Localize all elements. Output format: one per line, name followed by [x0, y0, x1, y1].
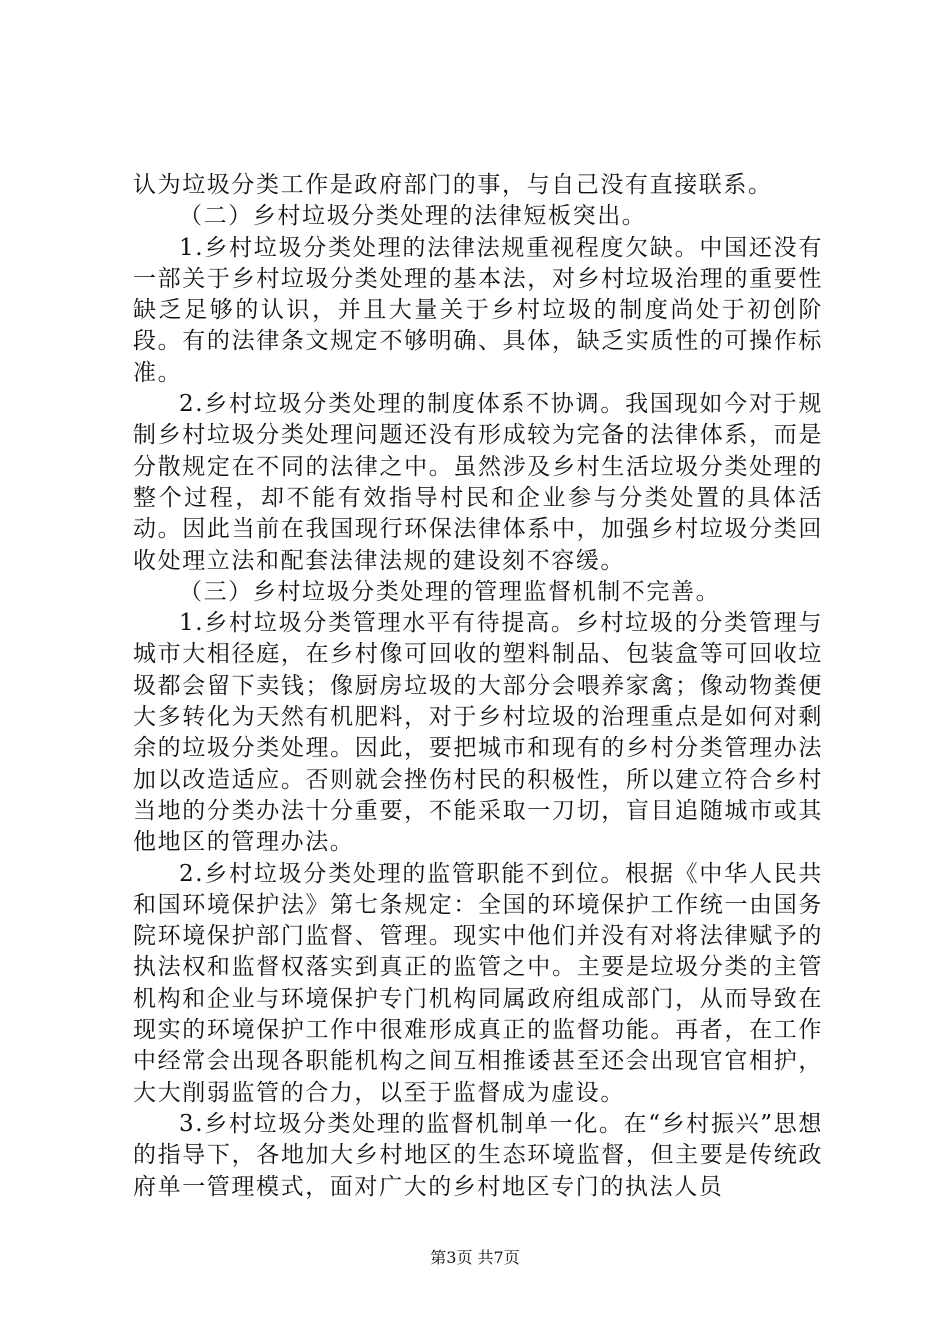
section-heading-2: （二）乡村垃圾分类处理的法律短板突出。	[179, 203, 647, 230]
document-body	[133, 170, 823, 1203]
paragraph-3-2: 2.乡村垃圾分类处理的监管职能不到位。根据《中华人民共和国环境保护法》第七条规定：全国的环境保护工作统一由国务院环境保护部门监督、管理。现实中他们并没有对将法律赋予的执法权和监督权落实到真正的监管之中。主要是垃圾分类的主管机构和企业与环境保护专门机构同属政府组成部门，从而导致在现实的环境保护工作中很难形成真正的监督功能。再者，在工作中经常会出现各职能机构之间互相推诿甚至还会出现官官相护，大大削弱监管的合力，以至于监督成为虚设。	[133, 860, 823, 1106]
page-number-footer: 第3页 共7页	[430, 1248, 520, 1267]
paragraph-2-2: 2.乡村垃圾分类处理的制度体系不协调。我国现如今对于规制乡村垃圾分类处理问题还没有形成较为完备的法律体系，而是分散规定在不同的法律之中。虽然涉及乡村生活垃圾分类处理的整个过程，却不能有效指导村民和企业参与分类处置的具体活动。因此当前在我国现行环保法律体系中，加强乡村垃圾分类回收处理立法和配套法律法规的建设刻不容缓。	[133, 391, 823, 574]
section-heading-3: （三）乡村垃圾分类处理的管理监督机制不完善。	[179, 578, 721, 605]
paragraph-2-1: 1.乡村垃圾分类处理的法律法规重视程度欠缺。中国还没有一部关于乡村垃圾分类处理的基本法，对乡村垃圾治理的重要性缺乏足够的认识，并且大量关于乡村垃圾的制度尚处于初创阶段。有的法律条文规定不够明确、具体，缺乏实质性的可操作标准。	[133, 234, 823, 386]
paragraph-continuation: 认为垃圾分类工作是政府部门的事，与自己没有直接联系。	[133, 172, 773, 198]
paragraph-3-3: 3.乡村垃圾分类处理的监督机制单一化。在“乡村振兴”思想的指导下，各地加大乡村地区的生态环境监督，但主要是传统政府单一管理模式，面对广大的乡村地区专门的执法人员	[133, 1110, 823, 1200]
paragraph-3-1: 1.乡村垃圾分类管理水平有待提高。乡村垃圾的分类管理与城市大相径庭，在乡村像可回收的塑料制品、包装盒等可回收垃圾都会留下卖钱；像厨房垃圾的大部分会喂养家禽；像动物粪便大多转化为天然有机肥料，对于乡村垃圾的治理重点是如何对剩余的垃圾分类处理。因此，要把城市和现有的乡村分类管理办法加以改造适应。否则就会挫伤村民的积极性，所以建立符合乡村当地的分类办法十分重要，不能采取一刀切，盲目追随城市或其他地区的管理办法。	[133, 610, 823, 856]
